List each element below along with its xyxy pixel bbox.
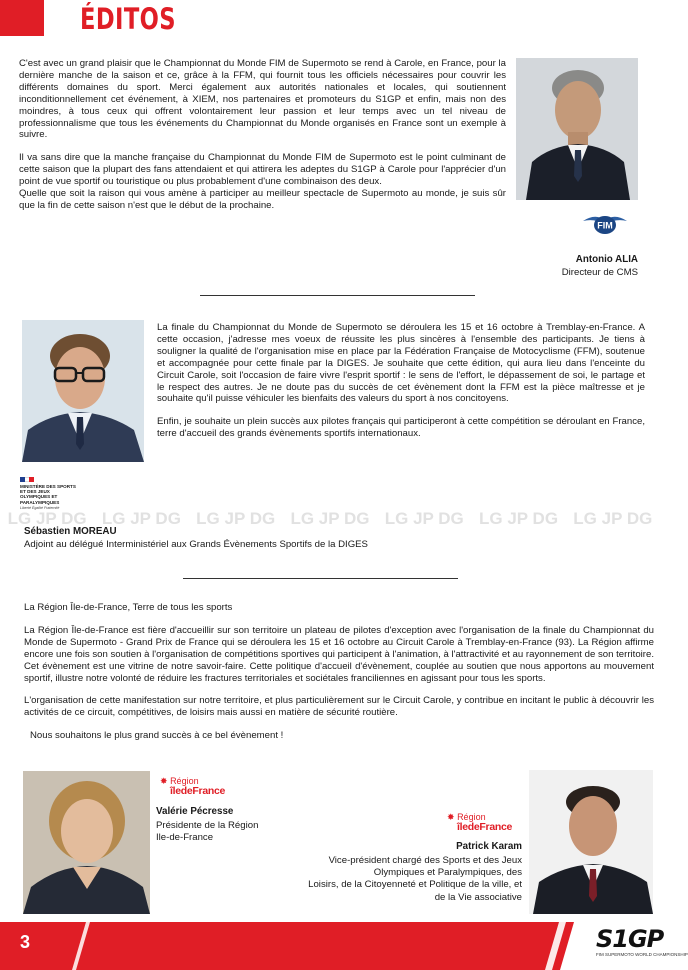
s1gp-logo-text: S1GP	[596, 925, 664, 953]
edito-2-paragraph-1: La finale du Championnat du Monde de Supermoto se déroulera les 15 et 16 octobre à Tremblay-en-France. A cette occasion, j'adresse mes voeux de réussite les plus sincères à l'ensemble des participants. Je tiens à souligner la qualité de l'organisation mise en place par la Fédération Française de Motocyclisme (FFM), soutenue et accompagnée pour cette finale par la DIGES. Je souhaite que cette édition, qui aura lieu dans l'enceinte du Circuit Carole, soit l'occasion de faire vivre l'esprit sportif : le sens de l'effort, le dépassement de soi, le partage et le respect des autres. Je ne doute pas du succès de cet évènement dont la FFM est la pièce maîtresse et je souhaite qu'il puisse véhiculer les bienfaits des valeurs du sport à nos concitoyens.	[157, 322, 645, 405]
signatory-name: Sébastien MOREAU	[24, 526, 117, 537]
signatory-role: Adjoint au délégué Interministériel aux Grands Évènements Sportifs de la DIGES	[24, 539, 368, 550]
french-flag-icon	[20, 477, 34, 482]
signatory-role-line: Présidente de la Région	[156, 820, 259, 831]
valerie-pecresse-photo	[23, 771, 150, 914]
region-logo-bottom: îledeFrance	[170, 785, 226, 797]
edito-2-paragraph-2: Enfin, je souhaite un plein succès aux pilotes français qui participeront à cette compétition se déroulant en France, terre d'accueil des grands évènements sportifs internationaux.	[157, 416, 645, 440]
signatory-role-line: Olympiques et Paralympiques, des	[373, 867, 522, 879]
region-logo	[447, 812, 512, 832]
signatory-name: Valérie Pécresse	[156, 806, 234, 817]
edito-1-text	[19, 58, 506, 212]
watermark: LG JP DG	[101, 509, 181, 528]
signatory-role-line: Loisirs, de la Citoyenneté et Politique de la ville, et	[308, 879, 522, 891]
signature-sebastien-moreau	[24, 526, 368, 551]
page-title: ÉDITOS	[80, 2, 176, 36]
signatory-role: Directeur de CMS	[561, 267, 638, 278]
s1gp-logo	[596, 925, 688, 957]
title-accent-bar	[0, 0, 44, 36]
edito-3-paragraph-1: La Région Île-de-France est fière d'accueillir sur son territoire un plateau de pilotes d'exception avec l'organisation de la finale du Championnat du Monde de Supermoto - Grand Prix de France qui se déroulera les 15 et 16 octobre au Circuit Carole à Tremblay-en-France (93). La Région affirme encore une fois son soutien à l'organisation de compétitions sportives qui participent à l'animation, à l'attractivité et au rayonnement de son territoire. Cet évènement est une vitrine de notre savoir-faire. Cette politique d'accueil d'évènement, couplée au soutien que nous apportons au mouvement sportif, illustre notre volonté de réduire les fractures territoriales et sociétales franciliennes en agissant pour tous les sports.	[24, 624, 654, 684]
ministry-motto: Liberté Égalité Fraternité	[20, 505, 60, 510]
edito-3-paragraph-2: L'organisation de cette manifestation sur notre territoire, et plus particulièrement sur le Circuit Carole, y contribue en incitant le public à découvrir les activités de ce circuit, compétitives, de loisirs mais aussi en matière de sécurité routière.	[24, 695, 654, 719]
signatory-name: Antonio ALIA	[575, 254, 638, 265]
star-icon: ✸	[160, 776, 168, 786]
region-logo-bottom: îledeFrance	[457, 821, 513, 833]
signatory-name: Patrick Karam	[456, 841, 522, 852]
region-logo-top: Région	[170, 776, 199, 786]
ministry-logo-text: MINISTÈRE DES SPORTS ET DES JEUX OLYMPIQUES ET PARALYMPIQUES	[20, 484, 76, 505]
edito-3-intro: La Région Île-de-France, Terre de tous les sports	[24, 602, 233, 613]
watermark: LG JP DG	[290, 509, 370, 528]
fim-logo-text: FIM	[597, 220, 613, 231]
sebastien-moreau-photo	[22, 320, 144, 462]
divider	[183, 578, 458, 579]
footer-stripes	[0, 922, 688, 970]
watermark: LG JP DG	[479, 509, 559, 528]
divider	[200, 295, 475, 296]
edito-2-text	[157, 322, 645, 440]
signatory-role-line: Vice-président chargé des Sports et des Jeux	[328, 855, 522, 866]
signature-antonio-alia	[562, 254, 638, 279]
signatory-role-line: Ile-de-France	[156, 832, 214, 844]
antonio-alia-photo	[516, 58, 638, 200]
star-icon: ✸	[447, 812, 455, 822]
watermark: LG JP DG	[7, 509, 87, 528]
edito-1-paragraph-3: Quelle que soit la raison qui vous amène à participer au meilleur spectacle de Supermoto au monde, je suis sûr que la fin de cette saison n'est que le début de la prochaine.	[19, 188, 506, 211]
region-logo	[160, 776, 225, 796]
edito-1-paragraph-1: C'est avec un grand plaisir que le Championnat du Monde FIM de Supermoto se rend à Carole, en France, pour la dernière manche de la saison et ce, grâce à la FFM, qui fournit tous les officiels nécessaires pour couvrir les différents domaines du sport. Merci également aux autorités nationales et locales, qui soutiennent inconditionnellement cet événement, à XIEM, nos partenaires et promoteurs du S1GP et enfin, mais non des moindres, à tous ceux qui offrent volontairement leur passion et leur temps avec un tel niveau de professionnalisme que tous les événements du Championnat du Monde organisés en France sont un exemple à suivre.	[19, 58, 506, 141]
edito-3-text	[24, 602, 654, 742]
region-logo-top: Région	[457, 812, 486, 822]
signatory-role-line: de la Vie associative	[434, 891, 522, 903]
page-number: 3	[20, 932, 31, 952]
patrick-karam-photo	[529, 770, 653, 914]
watermark: LG JP DG	[196, 509, 276, 528]
edito-1-paragraph-2: Il va sans dire que la manche française du Championnat du Monde FIM de Supermoto est le point culminant de cette saison que la plupart des fans attendaient et qui attirera les adeptes du S1GP à Carole pour l'apprécier d'un point de vue sportif ou touristique ou plus probablement d'une combinaison des deux.	[19, 152, 506, 188]
signature-patrick-karam	[308, 841, 522, 904]
fim-logo	[583, 212, 627, 241]
watermark: LG JP DG	[384, 509, 464, 528]
edito-3-closing: Nous souhaitons le plus grand succès à ce bel évènement !	[30, 730, 284, 742]
watermark: LG JP DG	[573, 509, 653, 528]
s1gp-logo-subtitle: FIM SUPERMOTO WORLD CHAMPIONSHIP	[596, 952, 688, 957]
signature-valerie-pecresse	[156, 806, 258, 844]
